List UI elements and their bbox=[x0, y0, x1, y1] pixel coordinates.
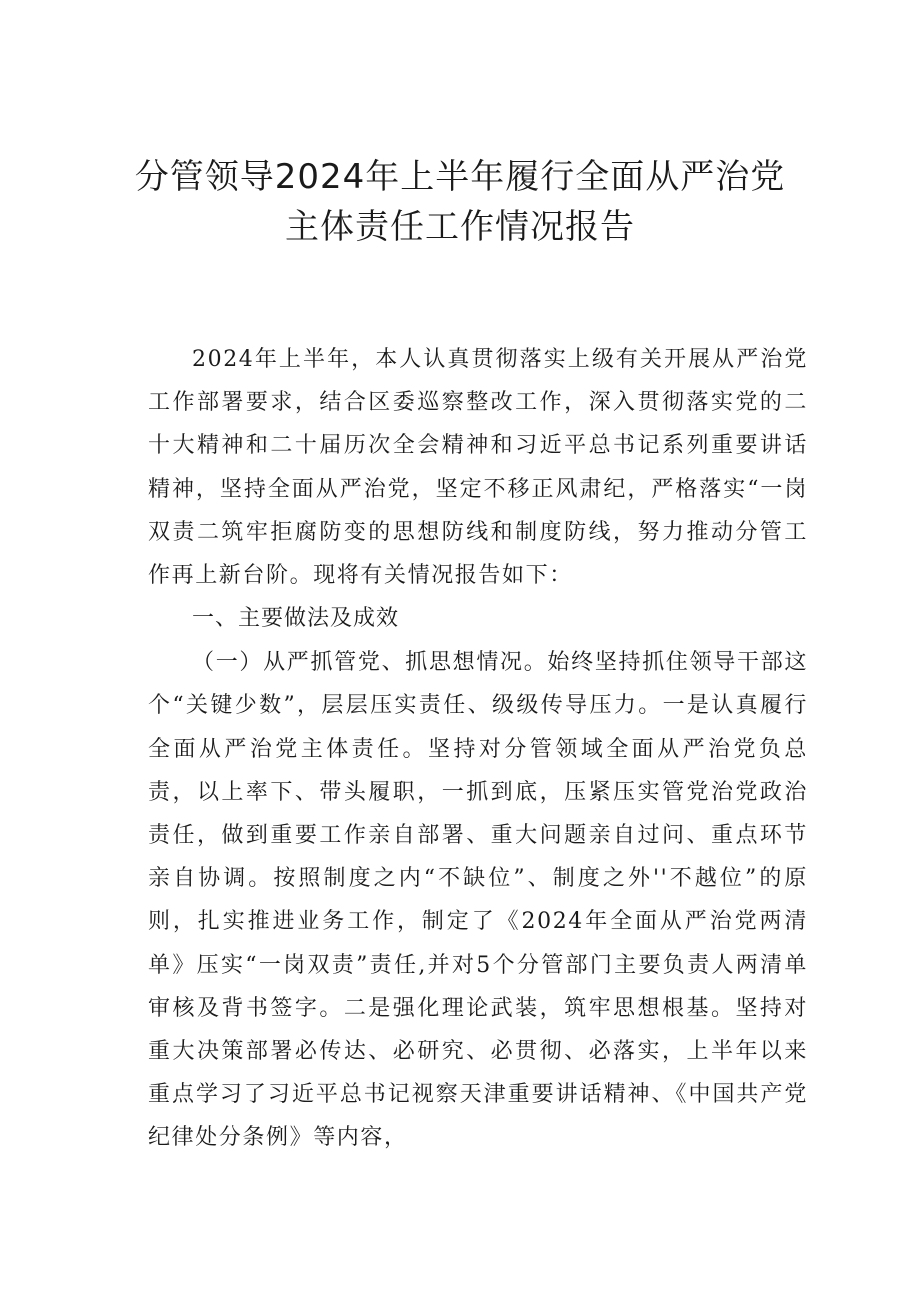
document-title bbox=[0, 152, 920, 252]
document-body bbox=[148, 338, 808, 1160]
title-line-2: 主体责任工作情况报告 bbox=[285, 207, 635, 247]
intro-paragraph: 2024年上半年，本人认真贯彻落实上级有关开展从严治党工作部署要求，结合区委巡察整改工作，深入贯彻落实党的二十大精神和二十届历次全会精神和习近平总书记系列重要讲话精神，坚持全面从严治党，坚定不移正风肃纪，严格落实“一岗双责二筑牢拒腐防变的思想防线和制度防线，努力推动分管工作再上新台阶。现将有关情况报告如下： bbox=[148, 347, 808, 589]
section-1-paragraph: （一）从严抓管党、抓思想情况。始终坚持抓住领导干部这个“关键少数”，层层压实责任、级级传导压力。一是认真履行全面从严治党主体责任。坚持对分管领域全面从严治党负总责，以上率下、带头履职，一抓到底，压紧压实管党治党政治责任，做到重要工作亲自部署、重大问题亲自过问、重点环节亲自协调。按照制度之内“不缺位”、制度之外''不越位”的原则，扎实推进业务工作，制定了《2024年全面从严治党两清单》压实“一岗双责”责任,并对5个分管部门主要负责人两清单审核及背书签字。二是强化理论武装，筑牢思想根基。坚持对重大决策部署必传达、必研究、必贯彻、必落实，上半年以来重点学习了习近平总书记视察天津重要讲话精神、《中国共产党纪律处分条例》等内容， bbox=[148, 650, 808, 1151]
title-line-1: 分管领导2024年上半年履行全面从严治党 bbox=[134, 157, 786, 197]
section-heading-1: 一、主要做法及成效 bbox=[192, 606, 400, 632]
